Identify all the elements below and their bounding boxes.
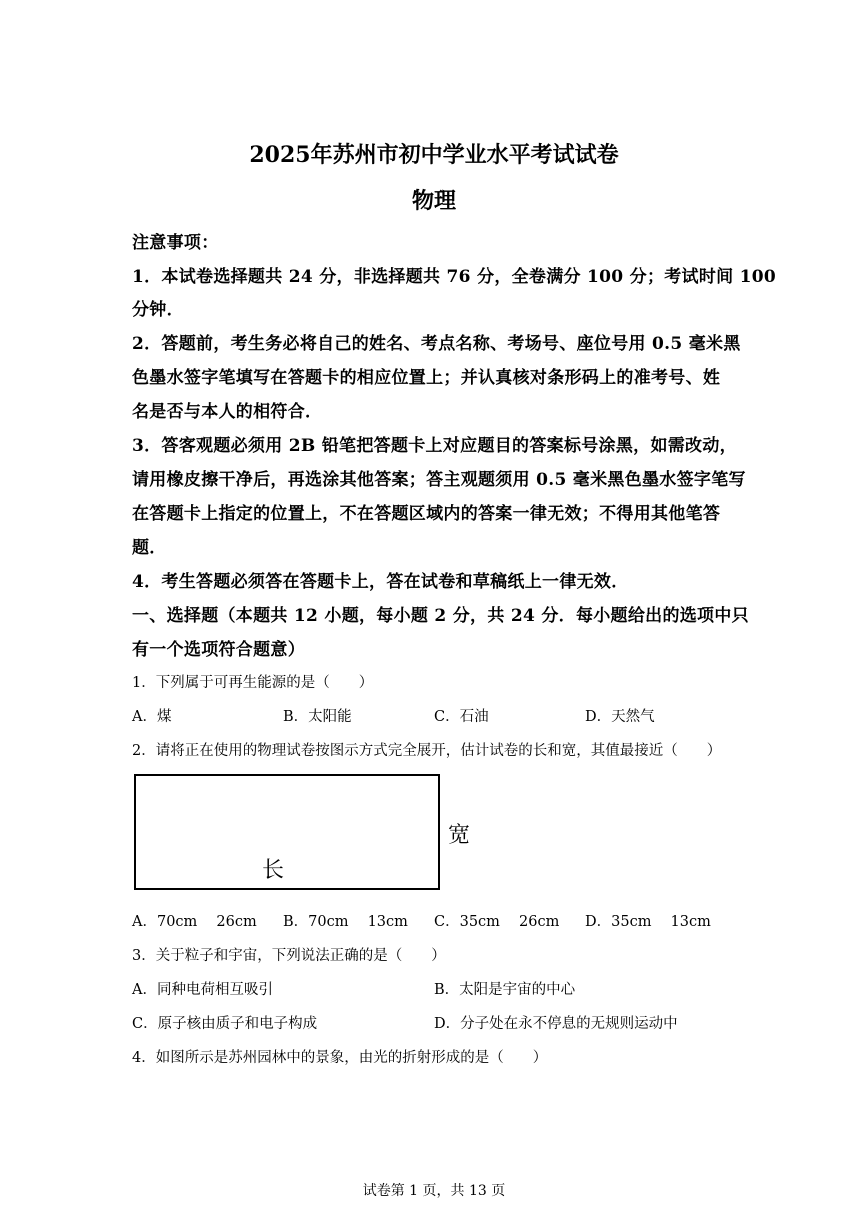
page-footer: 试卷第 1 页，共 13 页 xyxy=(362,1183,506,1199)
subject-title: 物理 xyxy=(411,188,456,214)
question-4-stem: 4．如图所示是苏州园林中的景象，由光的折射形成的是（ ） xyxy=(132,1050,548,1066)
q3-option-a: A．同种电荷相互吸引 xyxy=(132,982,273,998)
question-1-stem: 1．下列属于可再生能源的是（ ） xyxy=(132,675,374,691)
question-3-stem: 3．关于粒子和宇宙，下列说法正确的是（ ） xyxy=(132,948,446,964)
notice-line: 4．考生答题必须答在答题卡上，答在试卷和草稿纸上一律无效． xyxy=(132,572,629,592)
notice-line: 色墨水签字笔填写在答题卡的相应位置上；并认真核对条形码上的准考号、姓 xyxy=(132,368,721,388)
notice-line: 在答题卡上指定的位置上，不在答题区域内的答案一律无效；不得用其他笔答 xyxy=(132,504,721,524)
notice-line: 请用橡皮擦干净后，再选涂其他答案；答主观题须用 0.5 毫米黑色墨水签字笔写 xyxy=(132,470,746,490)
notice-line: 题． xyxy=(132,538,167,558)
q1-option-b: B．太阳能 xyxy=(283,709,352,725)
section-heading: 一、选择题（本题共 12 小题，每小题 2 分，共 24 分．每小题给出的选项中只 xyxy=(132,606,749,626)
length-label: 长 xyxy=(262,858,285,883)
q1-option-c: C．石油 xyxy=(434,709,489,725)
section-heading: 有一个选项符合题意） xyxy=(132,640,305,660)
q1-option-a: A．煤 xyxy=(132,709,172,725)
q2-option-b: B．70cm 13cm xyxy=(283,914,408,930)
q1-option-d: D．天然气 xyxy=(585,709,655,725)
notice-line: 分钟． xyxy=(132,300,184,320)
notice-heading: 注意事项： xyxy=(132,233,219,253)
q2-option-c: C．35cm 26cm xyxy=(434,914,560,930)
notice-line: 1．本试卷选择题共 24 分，非选择题共 76 分，全卷满分 100 分；考试时间 100 xyxy=(132,267,777,287)
question-2-stem: 2．请将正在使用的物理试卷按图示方式完全展开，估计试卷的长和宽，其值最接近（ ） xyxy=(132,743,722,759)
q2-option-a: A．70cm 26cm xyxy=(132,914,257,930)
q3-option-d: D．分子处在永不停息的无规则运动中 xyxy=(434,1016,678,1032)
notice-line: 名是否与本人的相符合． xyxy=(132,402,323,422)
exam-title: 2025年苏州市初中学业水平考试试卷 xyxy=(249,142,619,168)
notice-line: 2．答题前，考生务必将自己的姓名、考点名称、考场号、座位号用 0.5 毫米黑 xyxy=(132,334,741,354)
q3-option-c: C．原子核由质子和电子构成 xyxy=(132,1016,318,1032)
width-label: 宽 xyxy=(448,823,471,848)
q2-option-d: D．35cm 13cm xyxy=(585,914,711,930)
notice-line: 3．答客观题必须用 2B 铅笔把答题卡上对应题目的答案标号涂黑，如需改动， xyxy=(132,436,737,456)
paper-diagram-rect xyxy=(134,774,440,890)
q3-option-b: B．太阳是宇宙的中心 xyxy=(434,982,576,998)
